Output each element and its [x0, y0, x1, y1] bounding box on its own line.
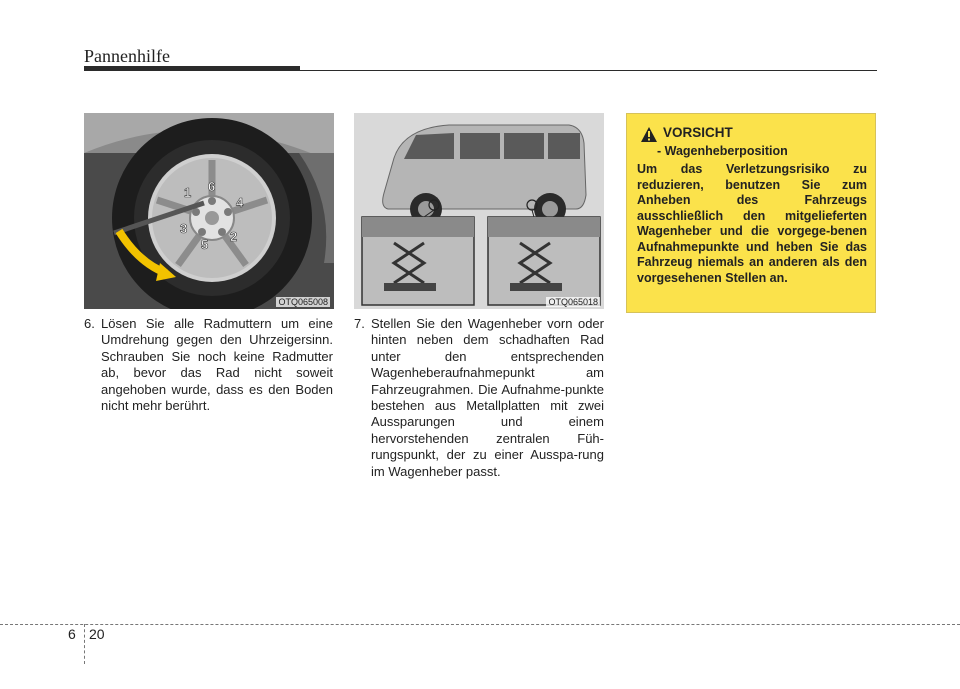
- lug-label-5: 5: [201, 237, 209, 252]
- step-text: Stellen Sie den Wagenheber vorn oder hinten neben dem schadhaften Rad unter den entsprechenden Wagenheberaufnahmepunkt am Fahrzeugrahmen. Die Aufnahme-punkte bestehen aus Metallplatten mit zwei Aussparungen und einem hervorstehenden zentralen Füh-rungspunkt, der zu einer Ausspa-rung im Wagenheber passt.: [371, 316, 604, 479]
- footer-divider: [84, 624, 85, 664]
- figure-jack-points: [354, 113, 604, 309]
- van-jack-illustration: [354, 113, 604, 309]
- step-number: 6.: [84, 316, 95, 331]
- caution-body: Um das Verletzungsrisiko zu reduzieren, benutzen Sie zum Anheben des Fahrzeugs ausschließlich den mitgelieferten Wagenheber und die vorgege-benen Aufnahmepunkte und heben Sie das Fahrzeug niemals an anderen als den vorgesehenen Stellen an.: [637, 162, 867, 285]
- warning-triangle-icon: [641, 127, 657, 142]
- page-chapter: 6: [68, 626, 76, 642]
- caution-title: VORSICHT: [663, 125, 733, 140]
- caution-subtitle: - Wagenheberposition: [657, 144, 788, 158]
- instruction-step: [84, 316, 333, 414]
- step-text: Lösen Sie alle Radmuttern um eine Umdrehung gegen den Uhrzeigersinn. Schrauben Sie noch keine Radmutter ab, bevor das Rad nicht soweit angehoben wurde, dass es den Boden nicht mehr berührt.: [101, 316, 333, 414]
- lug-label-3: 3: [180, 221, 188, 236]
- header-rule-thin: [300, 70, 877, 71]
- step-number: 7.: [354, 316, 365, 331]
- page-number: 20: [89, 626, 105, 642]
- lug-label-1: 1: [184, 185, 192, 200]
- figure-code: OTQ065008: [278, 297, 328, 307]
- figure-wheel-lug-nuts: [84, 113, 334, 309]
- instruction-step: [354, 316, 604, 480]
- lug-label-2: 2: [230, 229, 238, 244]
- lug-label-4: 4: [236, 195, 244, 210]
- caution-box: [626, 113, 876, 313]
- header-rule-thick: [84, 66, 300, 71]
- chapter-title: Pannenhilfe: [84, 46, 170, 66]
- lug-label-6: 6: [208, 179, 216, 194]
- wheel-illustration: [84, 113, 334, 309]
- footer-rule: [0, 624, 960, 625]
- figure-code: OTQ065018: [548, 297, 598, 307]
